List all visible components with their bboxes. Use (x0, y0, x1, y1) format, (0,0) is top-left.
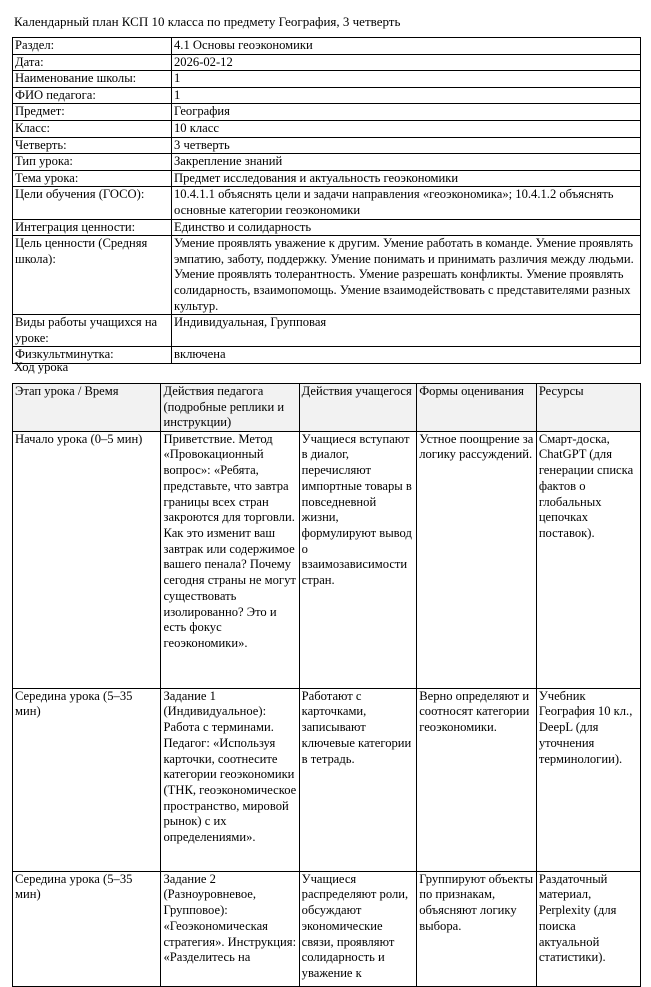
meta-label: Наименование школы: (13, 71, 172, 88)
meta-value: Умение проявлять уважение к другим. Умение работать в команде. Умение проявлять эмпатию, заботу, поддержку. Умение понимать и принимать различия между людьми. Умение проявлять толерантность. Умение разрешать конфликты. Умение проявлять солидарность, взаимопомощь. Умение взаимодействовать с представителями разных культур. (172, 236, 641, 315)
meta-row (13, 87, 641, 104)
meta-label: Цель ценности (Средняя школа): (13, 236, 172, 315)
meta-label: Виды работы учащихся на уроке: (13, 315, 172, 347)
meta-value: 1 (172, 71, 641, 88)
lesson-section-label: Ход урока (14, 360, 69, 374)
meta-row (13, 104, 641, 121)
meta-row (13, 54, 641, 71)
meta-value: 2026-02-12 (172, 54, 641, 71)
cell-stage: Начало урока (0–5 мин) (13, 431, 161, 688)
table-row (13, 688, 641, 871)
lesson-table-header-row (13, 384, 641, 432)
cell-resources: Учебник География 10 кл., DeepL (для уточнения терминологии). (536, 688, 640, 871)
meta-label: ФИО педагога: (13, 87, 172, 104)
cell-teacher-actions: Задание 2 (Разноуровневое, Групповое): «Геоэкономическая стратегия». Инструкция: «Разделитесь на (161, 871, 299, 986)
cell-stage: Середина урока (5–35 мин) (13, 688, 161, 871)
meta-label: Предмет: (13, 104, 172, 121)
meta-label: Интеграция ценности: (13, 219, 172, 236)
document-title: Календарный план КСП 10 класса по предмету География, 3 четверть (14, 14, 401, 29)
meta-value: Единство и солидарность (172, 219, 641, 236)
cell-assessment: Устное поощрение за логику рассуждений. (417, 431, 537, 688)
meta-value: 10.4.1.1 объяснять цели и задачи направления «геоэкономика»; 10.4.1.2 объяснять основные категории геоэкономики (172, 187, 641, 219)
meta-label: Раздел: (13, 38, 172, 55)
meta-row (13, 187, 641, 219)
cell-assessment: Группируют объекты по признакам, объясняют логику выбора. (417, 871, 537, 986)
header-teacher-actions: Действия педагога (подробные реплики и инструкции) (161, 384, 299, 432)
header-resources: Ресурсы (536, 384, 640, 432)
meta-label: Дата: (13, 54, 172, 71)
meta-value: 1 (172, 87, 641, 104)
cell-teacher-actions: Приветствие. Метод «Провокационный вопрос»: «Ребята, представьте, что завтра границы всех стран закроются для торговли. Как это изменит ваш завтрак или содержимое вашего пенала? Почему сегодня страны не могут существовать изолированно? Это и есть фокус геоэкономики». (161, 431, 299, 688)
meta-label: Цели обучения (ГОСО): (13, 187, 172, 219)
meta-label: Тип урока: (13, 154, 172, 171)
meta-value: Индивидуальная, Групповая (172, 315, 641, 347)
meta-row (13, 219, 641, 236)
meta-row (13, 347, 641, 364)
cell-student-actions: Работают с карточками, записывают ключевые категории в тетрадь. (299, 688, 417, 871)
meta-row (13, 236, 641, 315)
lesson-plan-table (12, 383, 641, 987)
meta-row (13, 170, 641, 187)
lesson-meta-table (12, 37, 641, 364)
header-student-actions: Действия учащегося (299, 384, 417, 432)
cell-student-actions: Учащиеся распределяют роли, обсуждают экономические связи, проявляют солидарность и уважение к (299, 871, 417, 986)
meta-value: 4.1 Основы геоэкономики (172, 38, 641, 55)
meta-row (13, 120, 641, 137)
meta-row (13, 38, 641, 55)
meta-row (13, 154, 641, 171)
meta-value: Предмет исследования и актуальность геоэкономики (172, 170, 641, 187)
meta-value: 10 класс (172, 120, 641, 137)
cell-resources: Смарт-доска, ChatGPT (для генерации списка фактов о глобальных цепочках поставок). (536, 431, 640, 688)
cell-student-actions: Учащиеся вступают в диалог, перечисляют импортные товары в повседневной жизни, формулируют вывод о взаимозависимости стран. (299, 431, 417, 688)
table-row (13, 431, 641, 688)
header-stage: Этап урока / Время (13, 384, 161, 432)
meta-value: Закрепление знаний (172, 154, 641, 171)
meta-value: География (172, 104, 641, 121)
meta-label: Класс: (13, 120, 172, 137)
meta-value: 3 четверть (172, 137, 641, 154)
cell-assessment: Верно определяют и соотносят категории геоэкономики. (417, 688, 537, 871)
cell-stage: Середина урока (5–35 мин) (13, 871, 161, 986)
table-row (13, 871, 641, 986)
meta-row (13, 71, 641, 88)
meta-label: Физкультминутка: (13, 347, 172, 364)
meta-value: включена (172, 347, 641, 364)
meta-label: Тема урока: (13, 170, 172, 187)
meta-label: Четверть: (13, 137, 172, 154)
meta-row (13, 315, 641, 347)
cell-teacher-actions: Задание 1 (Индивидуальное): Работа с терминами. Педагог: «Используя карточки, соотнесите категории геоэкономики (ТНК, геоэкономическое пространство, мировой рынок) с их определениями». (161, 688, 299, 871)
cell-resources: Раздаточный материал, Perplexity (для поиска актуальной статистики). (536, 871, 640, 986)
meta-row (13, 137, 641, 154)
header-assessment: Формы оценивания (417, 384, 537, 432)
